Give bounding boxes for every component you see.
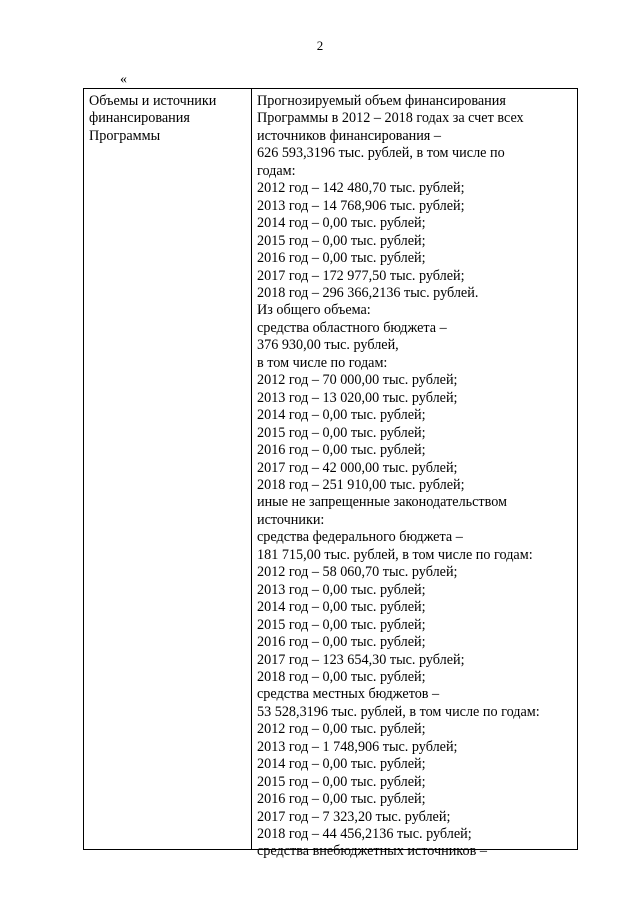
financing-line: Программы в 2012 – 2018 годах за счет всех xyxy=(257,110,524,127)
financing-line: 2015 год – 0,00 тыс. рублей; xyxy=(257,773,426,790)
financing-line: 2013 год – 13 020,00 тыс. рублей; xyxy=(257,389,458,406)
row-label-line: финансирования xyxy=(89,110,190,127)
financing-line: 2018 год – 251 910,00 тыс. рублей; xyxy=(257,476,465,493)
financing-line: средства внебюджетных источников – xyxy=(257,843,487,860)
financing-line: 2012 год – 58 060,70 тыс. рублей; xyxy=(257,564,458,581)
row-label-cell xyxy=(89,93,247,145)
financing-line: Прогнозируемый объем финансирования xyxy=(257,93,506,109)
row-label-line: Программы xyxy=(89,127,161,144)
financing-line: источники: xyxy=(257,511,325,528)
financing-line: 2016 год – 0,00 тыс. рублей; xyxy=(257,791,426,808)
financing-line: 376 930,00 тыс. рублей, xyxy=(257,337,399,354)
financing-line: источников финансирования – xyxy=(257,127,441,144)
financing-line: 626 593,3196 тыс. рублей, в том числе по xyxy=(257,145,505,162)
financing-line: иные не запрещенные законодательством xyxy=(257,494,508,511)
financing-line: 2015 год – 0,00 тыс. рублей; xyxy=(257,232,426,249)
financing-line: 2017 год – 7 323,20 тыс. рублей; xyxy=(257,808,451,825)
financing-line: Из общего объема: xyxy=(257,302,371,319)
financing-line: 2018 год – 0,00 тыс. рублей; xyxy=(257,668,426,685)
financing-line: 181 715,00 тыс. рублей, в том числе по годам: xyxy=(257,546,533,563)
financing-line: 2014 год – 0,00 тыс. рублей; xyxy=(257,599,426,616)
financing-line: 2012 год – 142 480,70 тыс. рублей; xyxy=(257,180,465,197)
financing-line: 2014 год – 0,00 тыс. рублей; xyxy=(257,215,426,232)
financing-line: 2014 год – 0,00 тыс. рублей; xyxy=(257,407,426,424)
opening-quote-mark: « xyxy=(120,72,127,87)
financing-line: 2017 год – 123 654,30 тыс. рублей; xyxy=(257,651,465,668)
financing-line: 2014 год – 0,00 тыс. рублей; xyxy=(257,756,426,773)
financing-line: 2018 год – 296 366,2136 тыс. рублей. xyxy=(257,284,479,301)
financing-line: 2016 год – 0,00 тыс. рублей; xyxy=(257,634,426,651)
financing-details-cell xyxy=(257,93,575,861)
financing-line: 2013 год – 0,00 тыс. рублей; xyxy=(257,581,426,598)
financing-line: 53 528,3196 тыс. рублей, в том числе по годам: xyxy=(257,703,540,720)
program-passport-table xyxy=(83,88,578,860)
financing-line: 2016 год – 0,00 тыс. рублей; xyxy=(257,442,426,459)
financing-line: 2012 год – 0,00 тыс. рублей; xyxy=(257,721,426,738)
financing-line: в том числе по годам: xyxy=(257,354,388,371)
column-divider xyxy=(251,89,252,849)
financing-line: 2013 год – 14 768,906 тыс. рублей; xyxy=(257,197,465,214)
financing-line: средства местных бюджетов – xyxy=(257,686,440,703)
row-label-line: Объемы и источники xyxy=(89,93,217,109)
financing-line: годам: xyxy=(257,162,296,179)
financing-line: 2012 год – 70 000,00 тыс. рублей; xyxy=(257,372,458,389)
financing-line: 2015 год – 0,00 тыс. рублей; xyxy=(257,424,426,441)
financing-line: 2018 год – 44 456,2136 тыс. рублей; xyxy=(257,826,472,843)
financing-line: средства областного бюджета – xyxy=(257,319,447,336)
financing-line: 2013 год – 1 748,906 тыс. рублей; xyxy=(257,738,458,755)
financing-line: 2016 год – 0,00 тыс. рублей; xyxy=(257,250,426,267)
financing-line: 2017 год – 42 000,00 тыс. рублей; xyxy=(257,459,458,476)
page-number: 2 xyxy=(316,38,324,53)
financing-line: 2015 год – 0,00 тыс. рублей; xyxy=(257,616,426,633)
financing-line: средства федерального бюджета – xyxy=(257,529,463,546)
financing-line: 2017 год – 172 977,50 тыс. рублей; xyxy=(257,267,465,284)
